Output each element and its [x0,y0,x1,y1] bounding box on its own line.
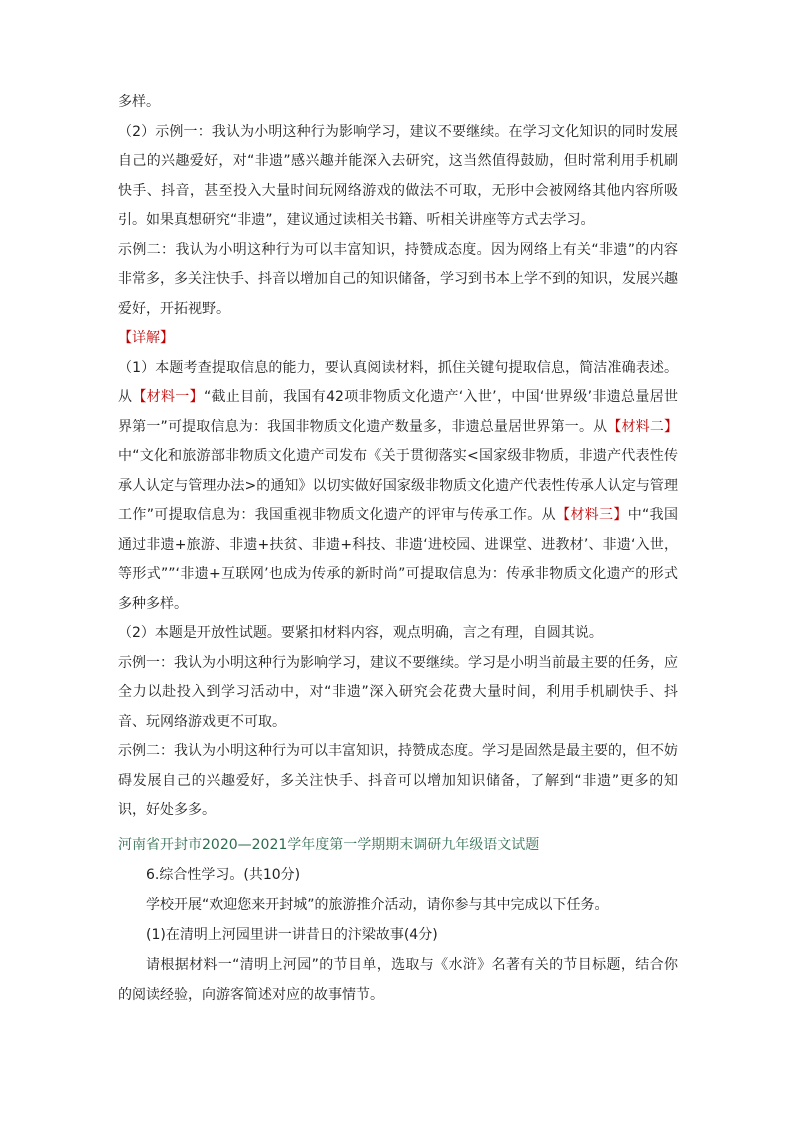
answer-part2: （2）示例一：我认为小明这种行为影响学习，建议不要继续。在学习文化知识的同时发展自己的兴趣爱好，对“非遗”感兴趣并能深入去研究，这当然值得鼓励，但时常利用手机刷快手、抖音，甚至投入大量时间玩网络游戏的做法不可取，无形中会被网络其他内容所吸引。如果真想研究“非遗”，建议通过读相关书籍、听相关讲座等方式去学习。 [118,123,678,228]
question-title: 6.综合性学习。(共10分) [146,866,301,883]
question-sub1: (1)在清明上河园里讲一讲昔日的汴梁故事(4分) [146,926,438,943]
exam-source-title: 河南省开封市2020—2021学年度第一学期期末调研九年级语文试题 [118,836,540,853]
answer-example2: 示例二：我认为小明这种行为可以丰富知识，持赞成态度。因为网络上有关“非遗”的内容非常多，多关注快手、抖音以增加自己的知识储备，学习到书本上学不到的知识，发展兴趣爱好，开拓视野。 [118,241,678,317]
question-block [118,860,678,1010]
detail-p1-b: 中“文化和旅游部非物质文化遗产司发布《关于贯彻落实<国家级非物质，非遗产代表性传承人认定与管理办法>的通知》以切实做好国家级非物质文化遗产代表性传承人认定与管理工作”可提取信息为：我国重视非物质文化遗产的评审与传承工作。从 [118,448,678,523]
detail-p1-a: “截止目前，我国有42项非物质文化遗产‘入世’，中国‘世界级’非遗总量居世界第一”可提取信息为：我国非物质文化遗产数量多，非遗总量居世界第一。从 [118,389,679,435]
question-sub1-body: 请根据材料一“清明上河园”的节目单，选取与《水浒》名著有关的节目标题，结合你的阅读经验，向游客简述对应的故事情节。 [118,956,678,1003]
material-3-label: 【材料三】 [555,507,628,523]
detail-paragraph-1 [118,354,678,620]
document-page [118,88,678,1010]
detail-p1-c: 中“我国通过非遗+旅游、非遗+扶贫、非遗+科技、非遗‘进校园、进课堂、进教材’、非遗‘入世，等形式””‘非遗+互联网’也成为传承的新时尚”可提取信息为：传承非物质文化遗产的形式多种多样。 [118,507,678,612]
detail-heading: 【详解】 [118,330,174,346]
detail-p1-intro: （1）本题考查提取信息的能力，要认真阅读材料，抓住关键句提取信息，简洁准确表述。从 [118,359,678,405]
material-1-label: 【材料一】 [132,389,204,405]
detail-paragraph-4: 示例二：我认为小明这种行为可以丰富知识，持赞成态度。学习是固然是最主要的，但不妨碍发展自己的兴趣爱好，多关注快手、抖音可以增加知识储备，了解到“非遗”更多的知识，好处多多。 [118,743,678,818]
detail-paragraph-2: （2）本题是开放性试题。要紧扣材料内容，观点明确，言之有理，自圆其说。 [118,625,603,641]
question-intro: 学校开展“欢迎您来开封城”的旅游推介活动，请你参与其中完成以下任务。 [146,896,609,913]
detail-paragraph-3: 示例一：我认为小明这种行为影响学习，建议不要继续。学习是小明当前最主要的任务，应全力以赴投入到学习活动中，对“非遗”深入研究会花费大量时间，利用手机刷快手、抖音、玩网络游戏更不可取。 [118,654,678,730]
answer-top-line: 多样。 [118,94,160,110]
material-2-label: 【材料二】 [607,418,678,435]
